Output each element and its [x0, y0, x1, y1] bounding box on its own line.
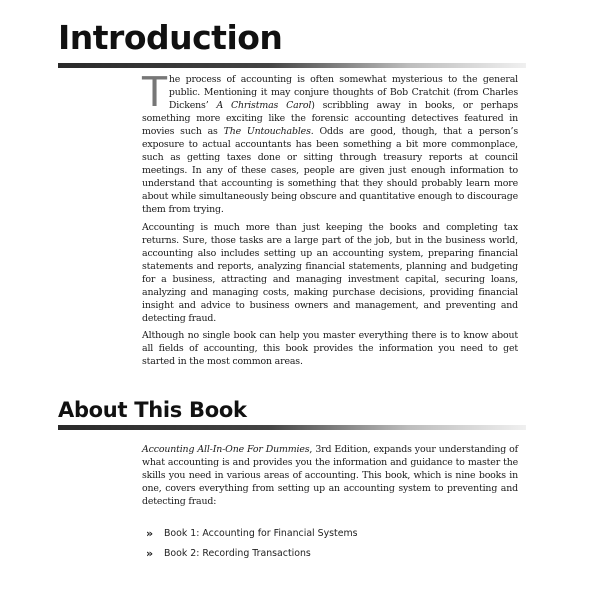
list-item-label: Book 1: Accounting for Financial Systems	[164, 528, 358, 539]
heading-introduction: Introduction	[58, 18, 283, 57]
paragraph-intro-1	[142, 68, 519, 216]
heading-rule	[58, 63, 526, 68]
double-chevron-icon: »	[146, 527, 152, 540]
p4-run: , 3rd Edition, expands your understanding of what accounting is and provides you the information and guidance to master the skills you need in various areas of accounting. This book, which is nine books in one, covers everything from setting up an accounting system to preventing and detecting fraud:	[142, 444, 518, 507]
list-item	[146, 544, 358, 564]
p1-run-italic: The Untouchables	[223, 126, 311, 137]
list-item	[146, 524, 358, 544]
paragraph-about	[142, 443, 518, 508]
list-item-label: Book 2: Recording Transactions	[164, 548, 311, 559]
p4-run-italic: Accounting All-In-One For Dummies	[142, 444, 310, 455]
heading-about-this-book: About This Book	[58, 398, 247, 422]
paragraph-intro-3: Although no single book can help you master everything there is to know about all fields of accounting, this book provides the information you need to get started in the most common areas.	[142, 330, 518, 367]
drop-cap: T	[142, 68, 167, 116]
book-list	[146, 524, 358, 564]
p1-run: he process of accounting is often somewhat mysterious to the general public. Mentioning it may conjure thoughts of Bob Cratchit (from Charles Dickens’	[168, 74, 518, 111]
p1-run-italic: A Christmas Carol	[216, 100, 312, 111]
p1-run: . Odds are good, though, that a person’s exposure to actual accountants has been something a bit more commonplace, such as getting taxes done or sitting through treasury reports at council meetings. In any of these cases, people are given just enough information to understand that accounting is something that they should probably learn more about while simultaneously being obscure and quantitative enough to discourage them from trying.	[142, 126, 519, 215]
heading-rule	[58, 425, 526, 430]
paragraph-intro-2: Accounting is much more than just keeping the books and completing tax returns. Sure, those tasks are a large part of the job, but in the business world, accounting also includes setting up an accounting system, preparing financial statements and reports, analyzing financial statements, planning and budgeting for a business, attracting and managing investment capital, securing loans, analyzing and managing costs, making purchase decisions, providing financial insight and advice to business owners and management, and preventing and detecting fraud.	[142, 222, 518, 324]
double-chevron-icon: »	[146, 547, 152, 560]
p1-run: ) scribbling away in books, or perhaps something more exciting like the forensic accounting detectives featured in movies such as	[142, 100, 518, 137]
